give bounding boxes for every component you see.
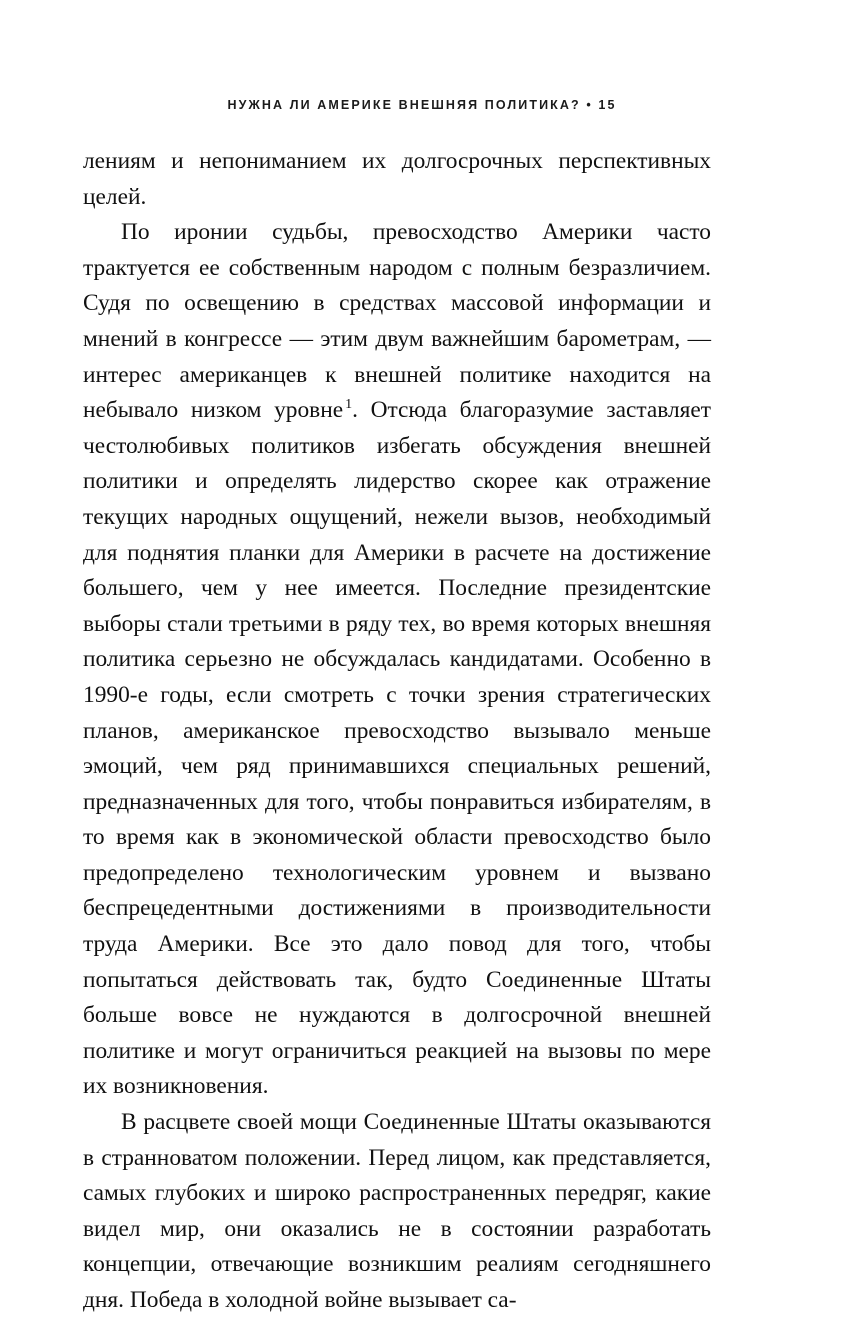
running-head xyxy=(0,98,844,112)
running-head-separator: • xyxy=(586,98,593,112)
footnote-reference: 1 xyxy=(345,397,353,413)
running-title: НУЖНА ЛИ АМЕРИКЕ ВНЕШНЯЯ ПОЛИТИКА? xyxy=(227,98,581,112)
paragraph-continued: лениям и непониманием их долгосрочных перспективных целей. xyxy=(83,148,711,210)
paragraph-three: В расцвете своей мощи Соединенные Штаты оказываются в странноватом положении. Перед лицом, как представляется, самых глубоких и широко распространенных передряг, какие видел мир, они оказались не в состоянии разработать концепции, отвечающие возникшим реалиям сегодняшнего дня. Победа в холодной войне вызывает са- xyxy=(83,1109,711,1313)
paragraph-two-text-a: По иронии судьбы, превосходство Америки часто трактуется ее собственным народом с полным безразличием. Судя по освещению в средствах массовой информации и мнений в конгрессе — этим двум важнейшим барометрам, — интерес американцев к внешней политике находится на небывало низком уровне xyxy=(83,219,711,424)
paragraph-two-text-b: . Отсюда благоразумие заставляет честолюбивых политиков избегать обсуждения внешней политики и определять лидерство скорее как отражение текущих народных ощущений, нежели вызов, необходимый для поднятия планки для Америки в расчете на достижение большего, чем у нее имеется. Последние президентские выборы стали третьими в ряду тех, во время которых внешняя политика серьезно не обсуждалась кандидатами. Особенно в 1990-е годы, если смотреть с точки зрения стратегических планов, американское превосходство вызывало меньше эмоций, чем ряд принимавшихся специальных решений, предназначенных для того, чтобы понравиться избирателям, в то время как в экономической области превосходство было предопределено технологическим уровнем и вызвано беспрецедентными достижениями в производительности труда Америки. Все это дало повод для того, чтобы попытаться действовать так, будто Соединенные Штаты больше вовсе не нуждаются в долгосрочной внешней политике и могут ограничиться реакцией на вызовы по мере их возникновения. xyxy=(83,397,712,1100)
page-number: 15 xyxy=(598,98,617,112)
paragraph-two xyxy=(83,215,711,1105)
page-body xyxy=(83,144,711,1319)
